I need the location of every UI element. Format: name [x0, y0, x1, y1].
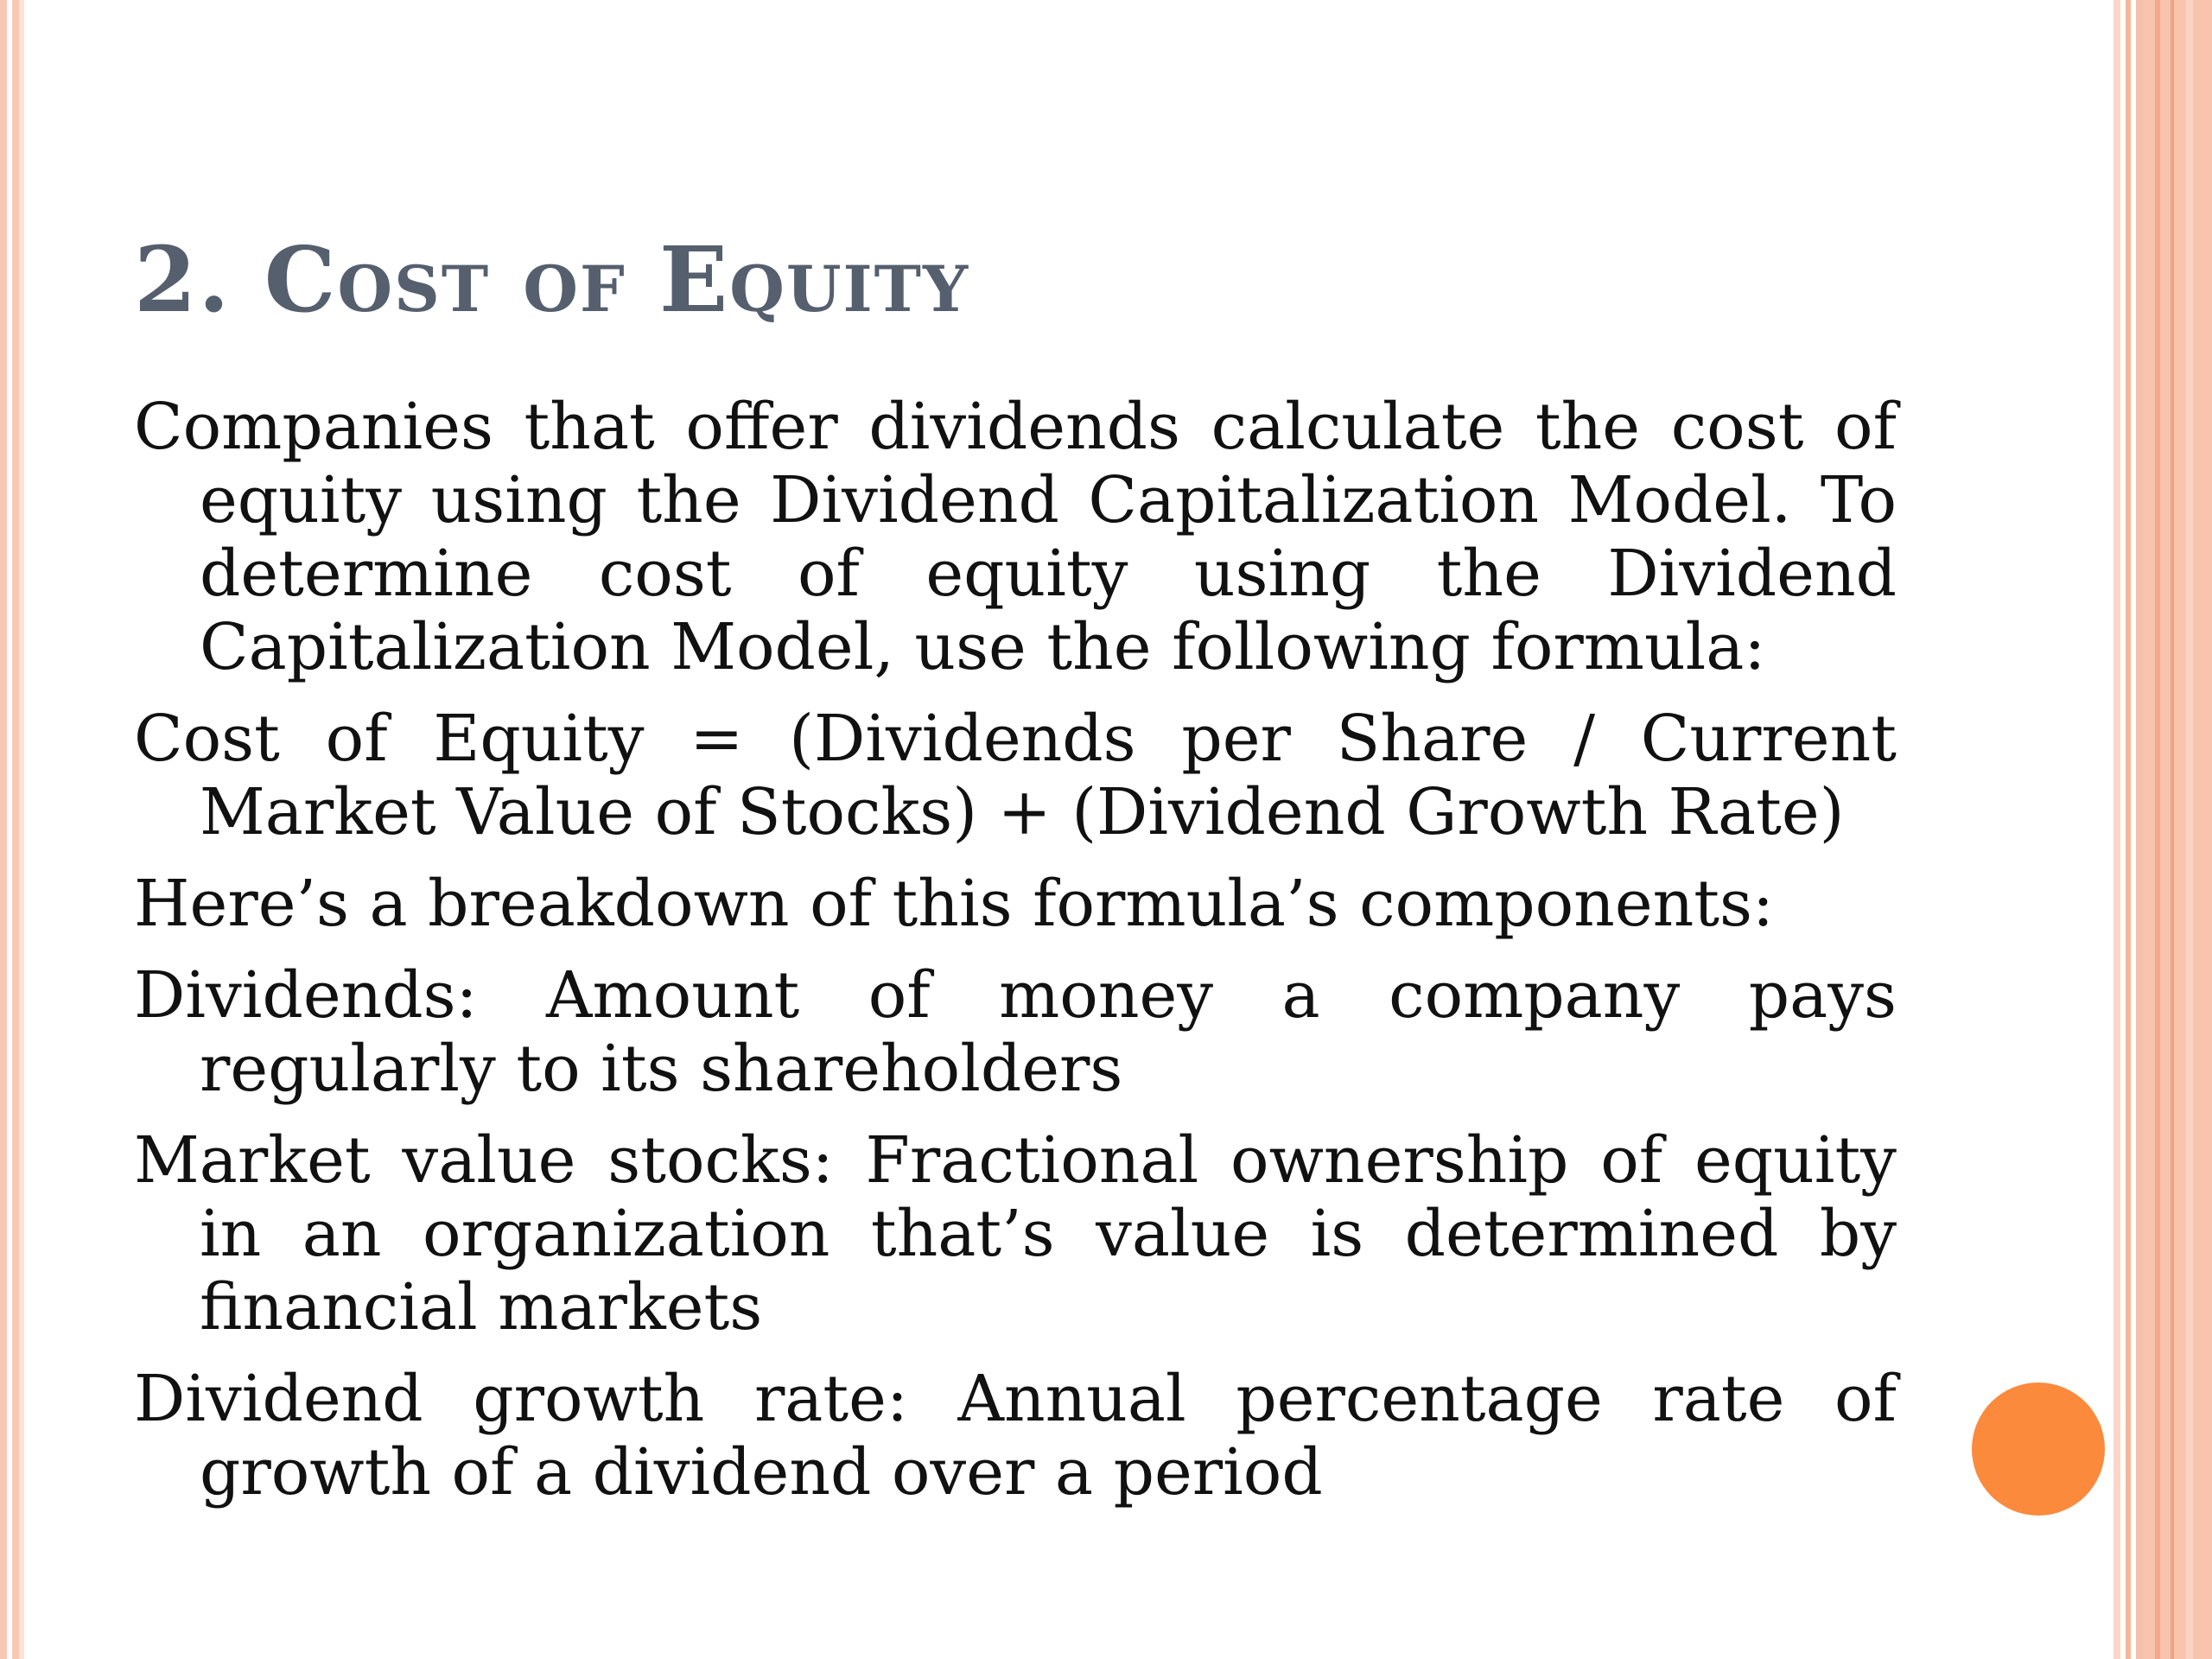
left-border-stripe — [0, 0, 7, 1659]
left-border-stripe — [19, 0, 24, 1659]
paragraph-formula: Cost of Equity = (Dividends per Share / Current Market Value of Stocks) + (Dividend Growth Rate) — [134, 702, 1897, 849]
right-border-band — [2143, 0, 2212, 1659]
slide-title: 2. Cost of Equity — [134, 226, 970, 333]
orange-circle-decoration — [1972, 1382, 2105, 1516]
right-border-stripe — [2113, 0, 2120, 1659]
paragraph-dividends: Dividends: Amount of money a company pays regularly to its shareholders — [134, 958, 1897, 1106]
right-border-stripe — [2171, 0, 2174, 1659]
right-border-stripe — [2126, 0, 2131, 1659]
left-border-stripe — [12, 0, 19, 1659]
right-border-stripe — [2136, 0, 2143, 1659]
right-border-stripe — [2186, 0, 2193, 1659]
paragraph-market-value: Market value stocks: Fractional ownership of equity in an organization that’s value is determined by financial markets — [134, 1123, 1897, 1344]
paragraph-breakdown-intro: Here’s a breakdown of this formula’s components: — [134, 867, 1774, 941]
paragraph-intro: Companies that offer dividends calculate the cost of equity using the Dividend Capitalization Model. To determine cost of equity using the Dividend Capitalization Model, use the following formula: — [134, 390, 1897, 684]
slide-body — [134, 391, 1897, 1528]
right-border-stripe — [2155, 0, 2160, 1659]
paragraph-growth-rate: Dividend growth rate: Annual percentage rate of growth of a dividend over a period — [134, 1362, 1897, 1510]
